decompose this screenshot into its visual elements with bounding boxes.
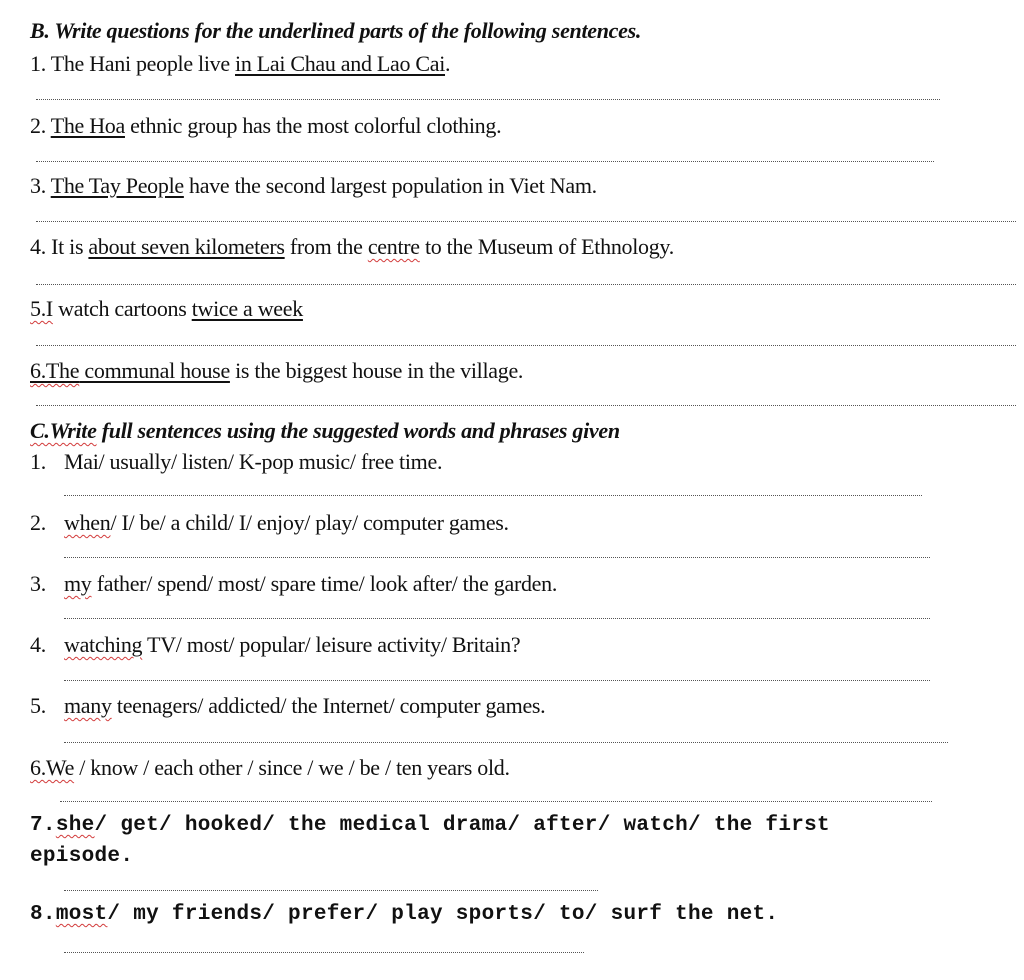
b5-middle: watch cartoons	[52, 296, 192, 321]
b2-underlined: The Hoa	[50, 113, 125, 138]
b6-number-text: 6.The	[30, 358, 80, 383]
answer-line-b5[interactable]	[36, 345, 1016, 346]
b2-number: 2.	[30, 113, 51, 138]
question-b2	[30, 113, 501, 139]
c7-spellcheck-word: she	[55, 814, 95, 837]
b2-suffix: ethnic group has the most colorful clothing.	[124, 113, 502, 138]
question-b5	[30, 296, 303, 322]
c3-spellcheck-word: my	[64, 571, 92, 596]
c5-text: teenagers/ addicted/ the Internet/ computer games.	[111, 693, 546, 718]
c2-number: 2.	[30, 510, 46, 535]
c6-number: 6.We	[30, 755, 75, 780]
prompt-c5	[30, 693, 545, 719]
c5-number: 5.	[30, 693, 46, 718]
prompt-c1	[30, 449, 442, 475]
b1-underlined: in Lai Chau and Lao Cai	[235, 51, 446, 76]
answer-line-c2[interactable]	[64, 557, 930, 558]
question-b6	[30, 358, 523, 384]
prompt-c7	[30, 814, 830, 837]
answer-line-b2[interactable]	[36, 161, 934, 162]
b4-suffix: to the Museum of Ethnology.	[419, 234, 674, 259]
c4-text: TV/ most/ popular/ leisure activity/ Britain?	[142, 632, 521, 657]
c8-number: 8.	[30, 903, 56, 926]
c2-spellcheck-word: when	[64, 510, 111, 535]
b3-number: 3.	[30, 173, 51, 198]
answer-line-b4[interactable]	[36, 284, 1016, 285]
c3-text: father/ spend/ most/ spare time/ look after/ the garden.	[91, 571, 558, 596]
answer-line-c4[interactable]	[64, 680, 930, 681]
b5-underlined: twice a week	[191, 296, 303, 321]
c2-text: / I/ be/ a child/ I/ enjoy/ play/ computer games.	[110, 510, 509, 535]
b4-prefix: 4. It is	[30, 234, 89, 259]
answer-line-c1[interactable]	[64, 495, 922, 496]
question-b1	[30, 51, 450, 77]
section-b-heading: B. Write questions for the underlined parts of the following sentences.	[30, 18, 642, 43]
c6-text: / know / each other / since / we / be / ten years old.	[74, 755, 510, 780]
b4-spellcheck-word: centre	[367, 234, 420, 259]
c7-continuation: episode.	[30, 845, 134, 868]
b3-suffix: have the second largest population in Viet Nam.	[183, 173, 597, 198]
answer-line-b1[interactable]	[36, 99, 940, 100]
b4-middle: from the	[284, 234, 368, 259]
c1-number: 1.	[30, 449, 46, 474]
c8-text: / my friends/ prefer/ play sports/ to/ surf the net.	[107, 903, 779, 926]
prompt-c4	[30, 632, 520, 658]
prompt-c8	[30, 903, 778, 926]
prompt-c3	[30, 571, 557, 597]
answer-line-c3[interactable]	[64, 618, 930, 619]
b4-underlined: about seven kilometers	[88, 234, 285, 259]
c4-number: 4.	[30, 632, 46, 657]
answer-line-c7[interactable]	[64, 890, 598, 891]
section-c-title: full sentences using the suggested words and phrases given	[96, 418, 620, 443]
answer-line-c8[interactable]	[64, 952, 584, 953]
b6-underlined: communal house	[79, 358, 230, 383]
answer-line-b3[interactable]	[36, 221, 1016, 222]
c7-text: / get/ hooked/ the medical drama/ after/ watch/ the first	[94, 814, 830, 837]
c3-number: 3.	[30, 571, 46, 596]
b1-suffix: .	[445, 51, 451, 76]
question-b3	[30, 173, 597, 199]
c4-spellcheck-word: watching	[64, 632, 143, 657]
section-c-heading	[30, 418, 620, 444]
answer-line-b6[interactable]	[36, 405, 1016, 406]
b5-number: 5.I	[30, 296, 53, 321]
c5-spellcheck-word: many	[64, 693, 112, 718]
c1-text: Mai/ usually/ listen/ K-pop music/ free time.	[64, 449, 443, 474]
c8-spellcheck-word: most	[55, 903, 108, 926]
section-c-label: C.Write	[30, 418, 97, 443]
c7-number: 7.	[30, 814, 56, 837]
answer-line-c5[interactable]	[64, 742, 948, 743]
b6-suffix: is the biggest house in the village.	[229, 358, 524, 383]
b1-prefix: 1. The Hani people live	[30, 51, 236, 76]
prompt-c6	[30, 755, 510, 781]
b6-number	[30, 358, 79, 383]
question-b4	[30, 234, 674, 260]
b3-underlined: The Tay People	[50, 173, 184, 198]
prompt-c2	[30, 510, 509, 536]
answer-line-c6[interactable]	[60, 801, 932, 802]
